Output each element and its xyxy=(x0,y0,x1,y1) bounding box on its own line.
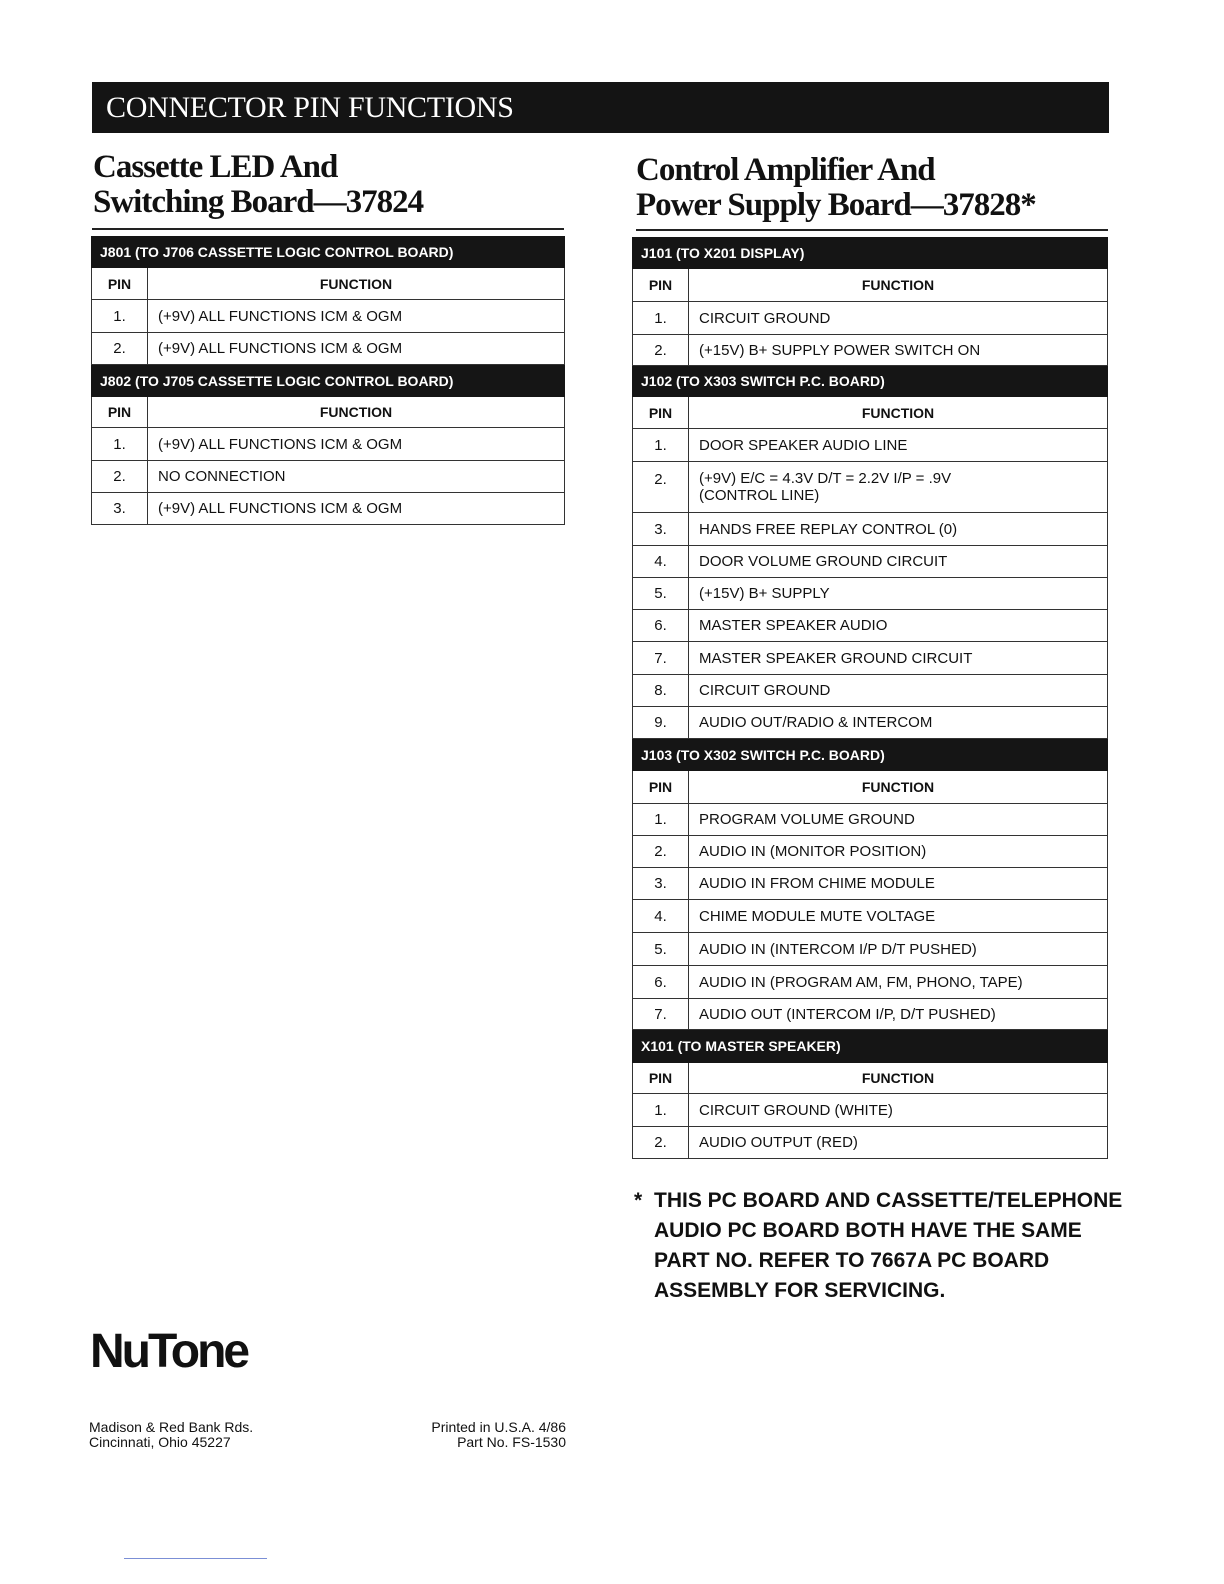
table-row xyxy=(92,461,565,493)
pin-number: 2. xyxy=(633,1127,689,1159)
asterisk: * xyxy=(634,1189,643,1212)
pin-number: 1. xyxy=(633,302,689,335)
table-row xyxy=(633,836,1108,868)
section-title-j103: J103 (TO X302 SWITCH P.C. BOARD) xyxy=(633,739,1108,771)
company-address xyxy=(89,1420,253,1450)
pin-header: PIN xyxy=(633,1063,689,1094)
pin-function: AUDIO IN (PROGRAM AM, FM, PHONO, TAPE) xyxy=(689,966,1108,999)
pin-number: 2. xyxy=(633,462,689,513)
pin-function: HANDS FREE REPLAY CONTROL (0) xyxy=(689,513,1108,546)
pin-function: AUDIO OUTPUT (RED) xyxy=(689,1127,1108,1159)
pin-number: 2. xyxy=(92,333,148,365)
pin-number: 2. xyxy=(633,335,689,366)
pin-function: CIRCUIT GROUND xyxy=(689,675,1108,707)
pin-function: CIRCUIT GROUND (WHITE) xyxy=(689,1094,1108,1127)
left-heading-rule xyxy=(92,228,564,230)
table-row xyxy=(633,675,1108,707)
pin-number: 4. xyxy=(633,546,689,578)
pin-number: 1. xyxy=(92,428,148,461)
pin-function: DOOR SPEAKER AUDIO LINE xyxy=(689,429,1108,462)
pin-number: 6. xyxy=(633,610,689,642)
left-heading xyxy=(93,150,423,220)
pin-function xyxy=(689,462,1108,513)
function-header: FUNCTION xyxy=(148,397,565,428)
pin-header: PIN xyxy=(92,268,148,300)
table-row xyxy=(92,493,565,525)
function-header: FUNCTION xyxy=(689,771,1108,804)
table-row xyxy=(633,707,1108,739)
pin-number: 1. xyxy=(633,1094,689,1127)
table-row xyxy=(633,335,1108,366)
service-note-line: ASSEMBLY FOR SERVICING. xyxy=(654,1279,946,1302)
pin-function: AUDIO OUT/RADIO & INTERCOM xyxy=(689,707,1108,739)
pin-number: 2. xyxy=(92,461,148,493)
pin-number: 2. xyxy=(633,836,689,868)
left-heading-line-1: Cassette LED And xyxy=(93,149,338,185)
page-banner: CONNECTOR PIN FUNCTIONS xyxy=(92,82,1109,133)
pin-function-line-2: (CONTROL LINE) xyxy=(699,487,820,504)
service-note-line: AUDIO PC BOARD BOTH HAVE THE SAME xyxy=(654,1219,1082,1242)
pin-number: 3. xyxy=(633,513,689,546)
pin-function: PROGRAM VOLUME GROUND xyxy=(689,804,1108,836)
nutone-logo: NuTone xyxy=(90,1325,248,1378)
table-row xyxy=(633,546,1108,578)
table-row xyxy=(633,999,1108,1030)
address-line-2: Cincinnati, Ohio 45227 xyxy=(89,1434,231,1450)
pin-function: (+9V) ALL FUNCTIONS ICM & OGM xyxy=(148,493,565,525)
pin-header: PIN xyxy=(633,397,689,429)
pin-number: 3. xyxy=(92,493,148,525)
table-row xyxy=(633,610,1108,642)
service-note xyxy=(634,1186,1123,1306)
pin-function: (+9V) ALL FUNCTIONS ICM & OGM xyxy=(148,333,565,365)
pin-function: AUDIO IN (INTERCOM I/P D/T PUSHED) xyxy=(689,933,1108,966)
section-title-x101: X101 (TO MASTER SPEAKER) xyxy=(633,1030,1108,1063)
pin-function: AUDIO IN FROM CHIME MODULE xyxy=(689,868,1108,900)
right-heading-rule xyxy=(636,229,1108,231)
pin-number: 1. xyxy=(633,429,689,462)
right-heading-line-2: Power Supply Board—37828* xyxy=(636,187,1036,223)
pin-number: 7. xyxy=(633,999,689,1030)
pin-function-line-1: (+9V) E/C = 4.3V D/T = 2.2V I/P = .9V xyxy=(699,470,952,487)
right-heading xyxy=(636,153,1036,223)
right-heading-line-1: Control Amplifier And xyxy=(636,152,935,188)
pin-number: 5. xyxy=(633,578,689,610)
right-pin-table xyxy=(632,237,1108,1159)
pin-header: PIN xyxy=(633,771,689,804)
left-heading-line-2: Switching Board—37824 xyxy=(93,184,424,220)
table-row xyxy=(92,428,565,461)
pin-function: (+9V) ALL FUNCTIONS ICM & OGM xyxy=(148,428,565,461)
print-info xyxy=(412,1420,566,1450)
pin-function: CHIME MODULE MUTE VOLTAGE xyxy=(689,900,1108,933)
pin-function: DOOR VOLUME GROUND CIRCUIT xyxy=(689,546,1108,578)
pin-function: NO CONNECTION xyxy=(148,461,565,493)
table-row xyxy=(633,302,1108,335)
pin-number: 1. xyxy=(633,804,689,836)
pin-number: 6. xyxy=(633,966,689,999)
divider-line xyxy=(124,1558,267,1559)
address-line-1: Madison & Red Bank Rds. xyxy=(89,1419,254,1435)
pin-function: AUDIO OUT (INTERCOM I/P, D/T PUSHED) xyxy=(689,999,1108,1030)
table-row xyxy=(633,429,1108,462)
table-row xyxy=(633,900,1108,933)
pin-number: 8. xyxy=(633,675,689,707)
table-row xyxy=(633,513,1108,546)
table-row xyxy=(633,1127,1108,1159)
service-note-line: PART NO. REFER TO 7667A PC BOARD xyxy=(654,1249,1050,1272)
pin-function: MASTER SPEAKER GROUND CIRCUIT xyxy=(689,642,1108,675)
table-row xyxy=(633,868,1108,900)
pin-number: 1. xyxy=(92,300,148,333)
table-row xyxy=(633,578,1108,610)
service-note-line: THIS PC BOARD AND CASSETTE/TELEPHONE xyxy=(654,1189,1123,1212)
function-header: FUNCTION xyxy=(689,269,1108,302)
printed-line: Printed in U.S.A. 4/86 xyxy=(431,1419,566,1435)
section-title-j101: J101 (TO X201 DISPLAY) xyxy=(633,238,1108,269)
section-title-j801: J801 (TO J706 CASSETTE LOGIC CONTROL BOARD) xyxy=(92,237,565,268)
pin-number: 4. xyxy=(633,900,689,933)
pin-function: (+9V) ALL FUNCTIONS ICM & OGM xyxy=(148,300,565,333)
table-row xyxy=(633,933,1108,966)
table-row xyxy=(633,462,1108,513)
pin-function: AUDIO IN (MONITOR POSITION) xyxy=(689,836,1108,868)
table-row xyxy=(633,966,1108,999)
section-title-j102: J102 (TO X303 SWITCH P.C. BOARD) xyxy=(633,366,1108,397)
pin-number: 3. xyxy=(633,868,689,900)
pin-function: (+15V) B+ SUPPLY POWER SWITCH ON xyxy=(689,335,1108,366)
pin-function: MASTER SPEAKER AUDIO xyxy=(689,610,1108,642)
pin-function: CIRCUIT GROUND xyxy=(689,302,1108,335)
pin-header: PIN xyxy=(92,397,148,428)
pin-number: 7. xyxy=(633,642,689,675)
pin-number: 5. xyxy=(633,933,689,966)
table-row xyxy=(92,300,565,333)
section-title-j802: J802 (TO J705 CASSETTE LOGIC CONTROL BOARD) xyxy=(92,365,565,397)
function-header: FUNCTION xyxy=(689,1063,1108,1094)
table-row xyxy=(633,804,1108,836)
part-number-line: Part No. FS-1530 xyxy=(457,1434,566,1450)
pin-header: PIN xyxy=(633,269,689,302)
pin-number: 9. xyxy=(633,707,689,739)
table-row xyxy=(633,642,1108,675)
table-row xyxy=(92,333,565,365)
pin-function: (+15V) B+ SUPPLY xyxy=(689,578,1108,610)
function-header: FUNCTION xyxy=(148,268,565,300)
table-row xyxy=(633,1094,1108,1127)
left-pin-table xyxy=(91,236,565,525)
function-header: FUNCTION xyxy=(689,397,1108,429)
